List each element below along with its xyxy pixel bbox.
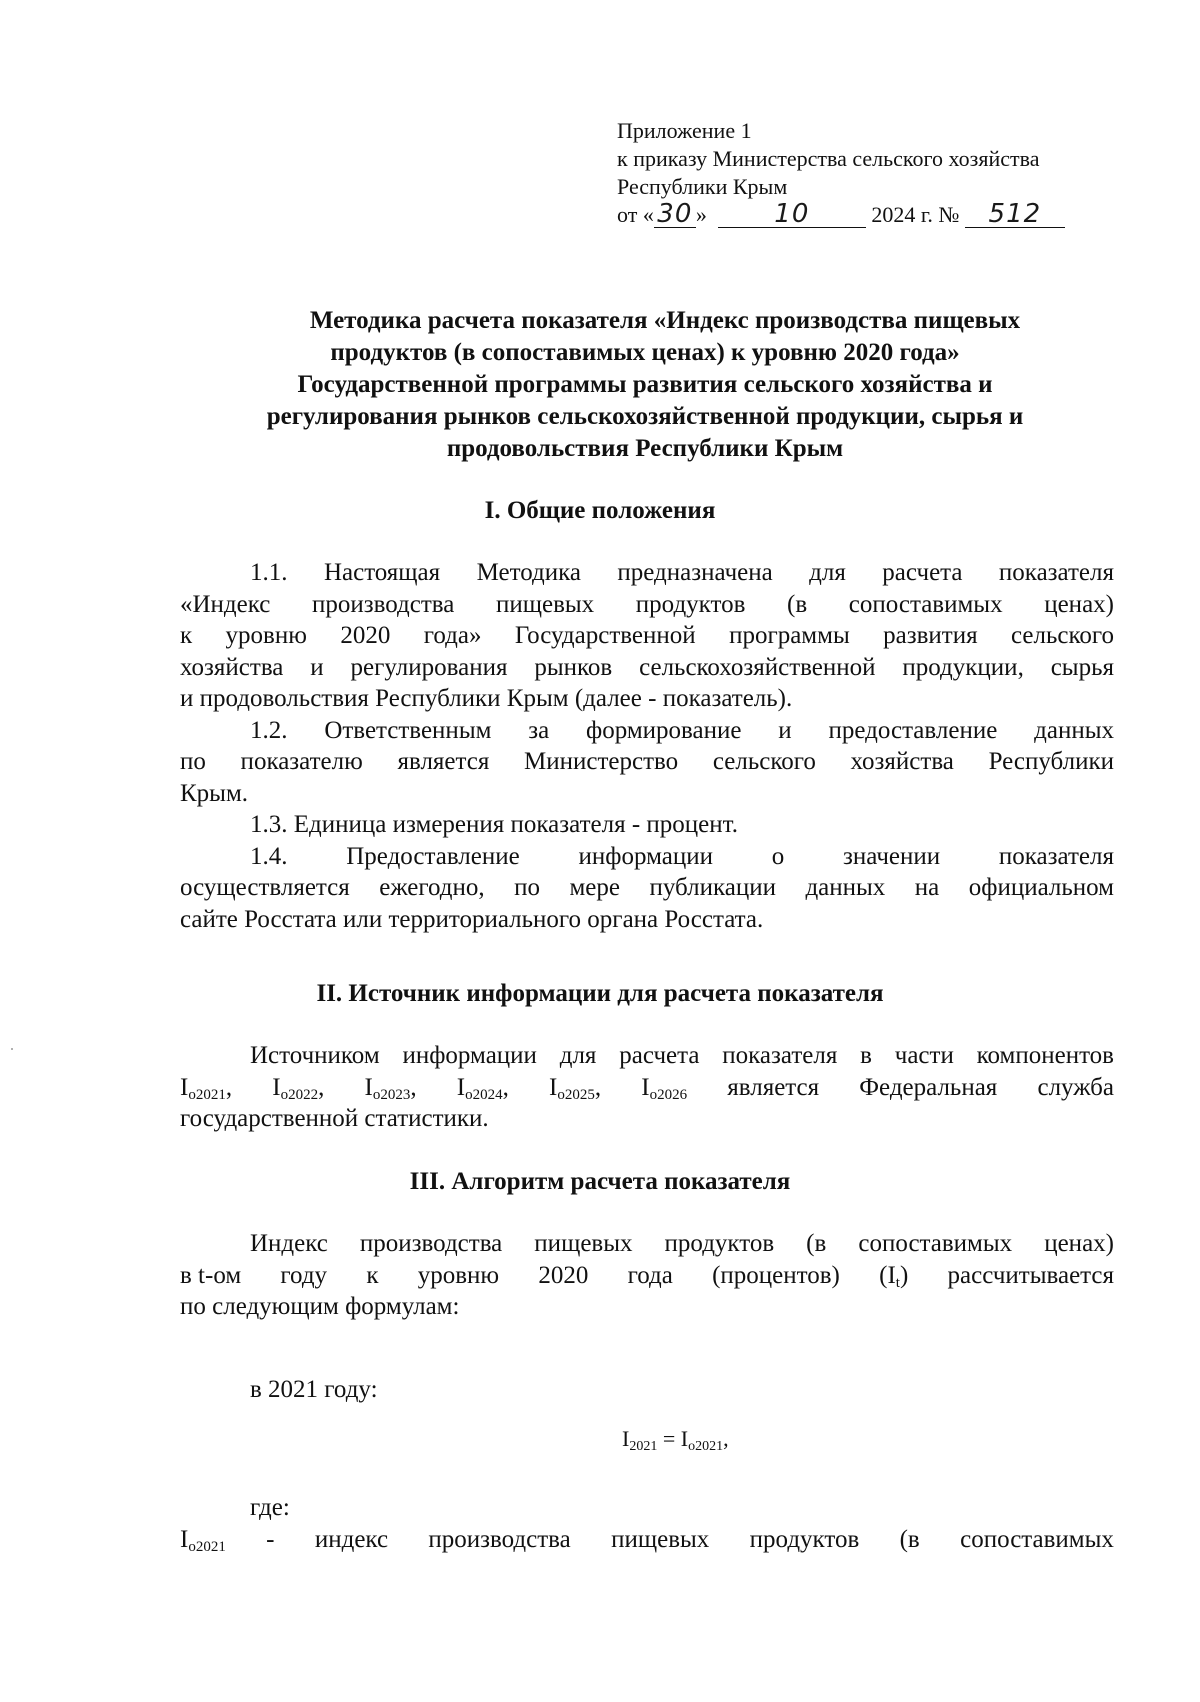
- title-line: регулирования рынков сельскохозяйственной продукции, сырья и: [266, 403, 1024, 430]
- paragraph-line: Источником информации для расчета показателя в части компонентов: [250, 1042, 1114, 1069]
- date-month: 10: [718, 202, 866, 228]
- paragraph-line: осуществляется ежегодно, по мере публикации данных на официальном: [180, 874, 1114, 901]
- document-title: [170, 305, 1120, 465]
- paragraph-line: Крым.: [180, 779, 249, 807]
- paragraph-line: сайте Росстата или территориального органа Росстата.: [180, 905, 764, 933]
- where-label: где:: [250, 1494, 290, 1521]
- paragraph-line: 1.3. Единица измерения показателя - процент.: [250, 811, 738, 838]
- paragraph-line: к уровню 2020 года» Государственной программы развития сельского: [180, 622, 1114, 649]
- paragraph-line: и продовольствия Республики Крым (далее - показатель).: [180, 685, 793, 712]
- date-prefix: от «: [617, 202, 654, 227]
- section-heading-general: I. Общие положения: [484, 497, 716, 524]
- paragraph-line: по следующим формулам:: [180, 1293, 460, 1320]
- component-symbol: $I_{o2025}$,: [549, 1073, 602, 1103]
- formula-2021: $I_{2021} = I_{o2021}$,: [622, 1426, 729, 1454]
- section-heading-source: II. Источник информации для расчета показателя: [316, 980, 884, 1007]
- paragraph-line: Индекс производства пищевых продуктов (в сопоставимых ценах): [250, 1230, 1114, 1257]
- paragraph-line: в t-ом году к уровню 2020 года (процентов) $(I_t)$ рассчитывается: [180, 1261, 1114, 1291]
- order-reference: к приказу Министерства сельского хозяйства: [617, 146, 1040, 171]
- order-number: 512: [965, 202, 1065, 228]
- year-label: в 2021 году:: [250, 1376, 378, 1403]
- component-symbol: $I_{o2021}$,: [180, 1073, 233, 1103]
- paragraph-line: 1.1. Настоящая Методика предназначена для расчета показателя: [250, 559, 1114, 586]
- section-general-body: [180, 557, 1114, 935]
- appendix-header: [617, 117, 1097, 229]
- definition-line: $I_{o2021}$ - индекс производства пищевых продуктов (в сопоставимых: [180, 1526, 1114, 1558]
- section-heading-algorithm: III. Алгоритм расчета показателя: [409, 1168, 791, 1195]
- component-symbol: $I_{o2022}$,: [272, 1073, 325, 1103]
- date-year: 2024 г. №: [871, 202, 960, 227]
- section-source-body: [180, 1040, 1114, 1135]
- definition-symbol: $I_{o2021}$: [180, 1526, 226, 1555]
- component-symbol: $I_{o2026}$: [641, 1073, 688, 1103]
- appendix-label: Приложение 1: [617, 118, 752, 143]
- paragraph-line: хозяйства и регулирования рынков сельскохозяйственной продукции, сырья: [180, 653, 1114, 681]
- paragraph-line: «Индекс производства пищевых продуктов (в сопоставимых ценах): [180, 590, 1114, 618]
- paragraph-line: по показателю является Министерство сельского хозяйства Республики: [180, 748, 1114, 775]
- title-line: Государственной программы развития сельского хозяйства и: [297, 371, 993, 398]
- components-line: $I_{o2021}$, $I_{o2022}$, $I_{o2023}$, $I_{o2024}$, $I_{o2025}$, $I_{o2026}$ является Федеральная служба: [180, 1073, 1114, 1103]
- order-date-line: [617, 201, 1097, 229]
- paragraph-line: 1.2. Ответственным за формирование и предоставление данных: [250, 716, 1114, 744]
- index-symbol: $(I_t)$: [879, 1261, 909, 1291]
- section-algorithm-body: [180, 1228, 1114, 1323]
- title-line: продуктов (в сопоставимых ценах) к уровню 2020 года»: [330, 339, 960, 366]
- republic-name: Республики Крым: [617, 174, 788, 199]
- component-symbol: $I_{o2023}$,: [364, 1073, 417, 1103]
- date-day: 30: [654, 202, 696, 228]
- paragraph-line: 1.4. Предоставление информации о значении показателя: [250, 842, 1114, 870]
- scan-speck: [11, 1048, 13, 1050]
- date-sep: »: [695, 202, 707, 227]
- component-symbol: $I_{o2024}$,: [456, 1073, 509, 1103]
- title-line: Методика расчета показателя «Индекс производства пищевых: [309, 307, 1021, 334]
- paragraph-line: государственной статистики.: [180, 1105, 489, 1132]
- title-line: продовольствия Республики Крым: [446, 435, 844, 462]
